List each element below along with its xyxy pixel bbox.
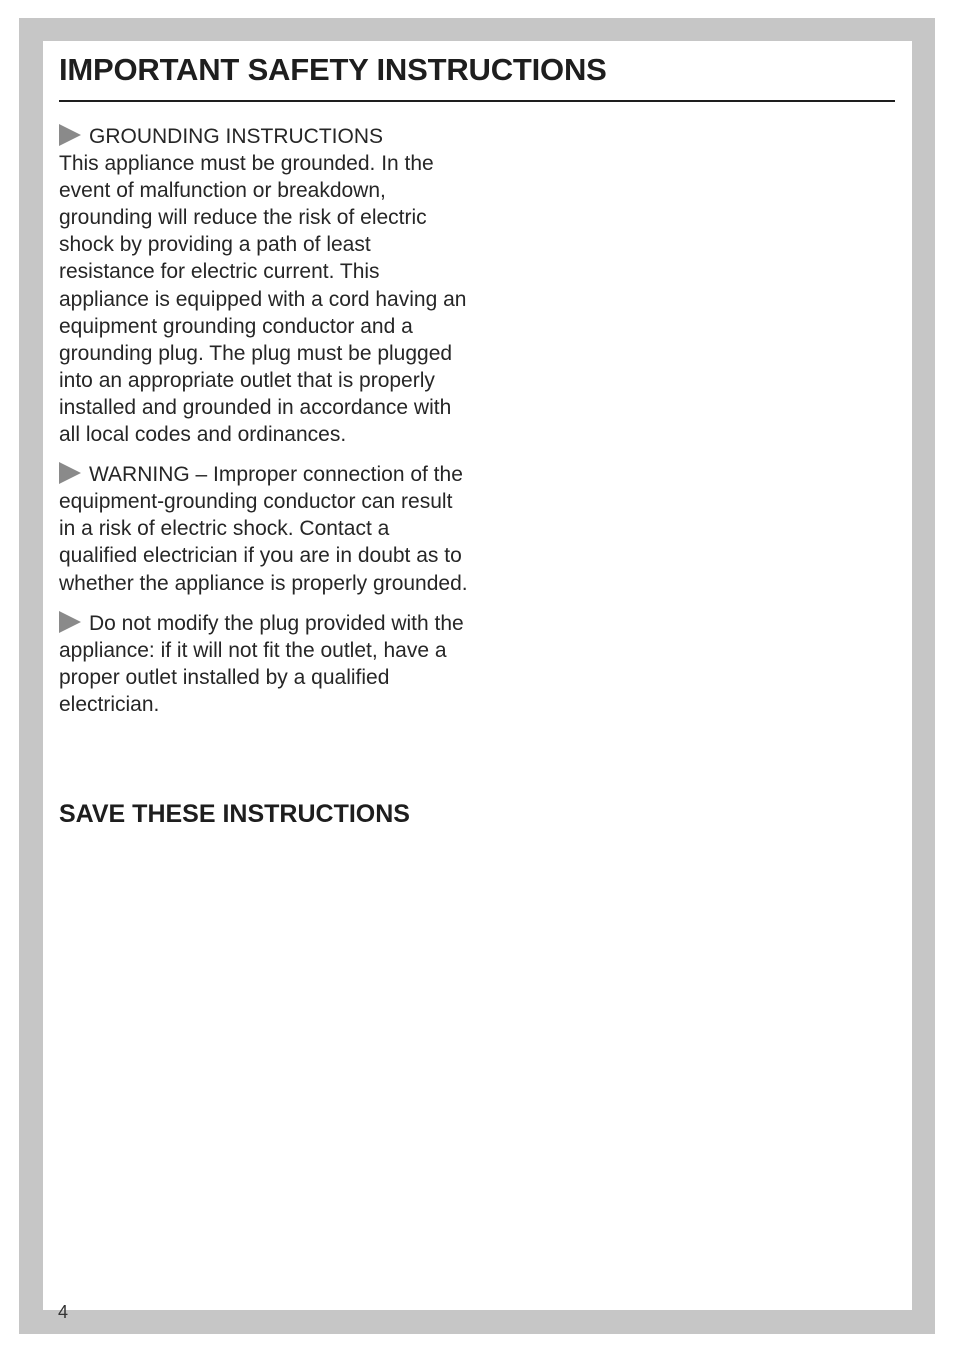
instructions-column [59,123,469,731]
warning-text: WARNING – Improper connection of the equipment-grounding conductor can result in a risk of electric shock. Contact a qualified electrician if you are in doubt as to whether the appliance is properly grounded. [59,463,468,595]
page-number: 4 [58,1302,69,1322]
triangle-right-icon [59,124,81,146]
triangle-right-icon [59,611,81,633]
grounding-heading: GROUNDING INSTRUCTIONS [89,125,383,148]
plug-modification-item [59,610,469,718]
page-title: IMPORTANT SAFETY INSTRUCTIONS [59,52,607,87]
warning-item [59,461,469,596]
plug-modification-text: Do not modify the plug provided with the appliance: if it will not fit the outlet, have a proper outlet installed by a qualified electrician. [59,611,464,716]
grounding-body: This appliance must be grounded. In the event of malfunction or breakdown, grounding will reduce the risk of electric shock by providing a path of least resistance for electric current. This appliance is equipped with a cord having an equipment grounding conductor and a grounding plug. The plug must be plugged into an appropriate outlet that is properly installed and grounded in accordance with all local codes and ordinances. [59,152,467,447]
grounding-instructions-item [59,123,469,448]
title-divider [59,100,895,102]
save-instructions-heading: SAVE THESE INSTRUCTIONS [59,800,410,828]
triangle-right-icon [59,462,81,484]
